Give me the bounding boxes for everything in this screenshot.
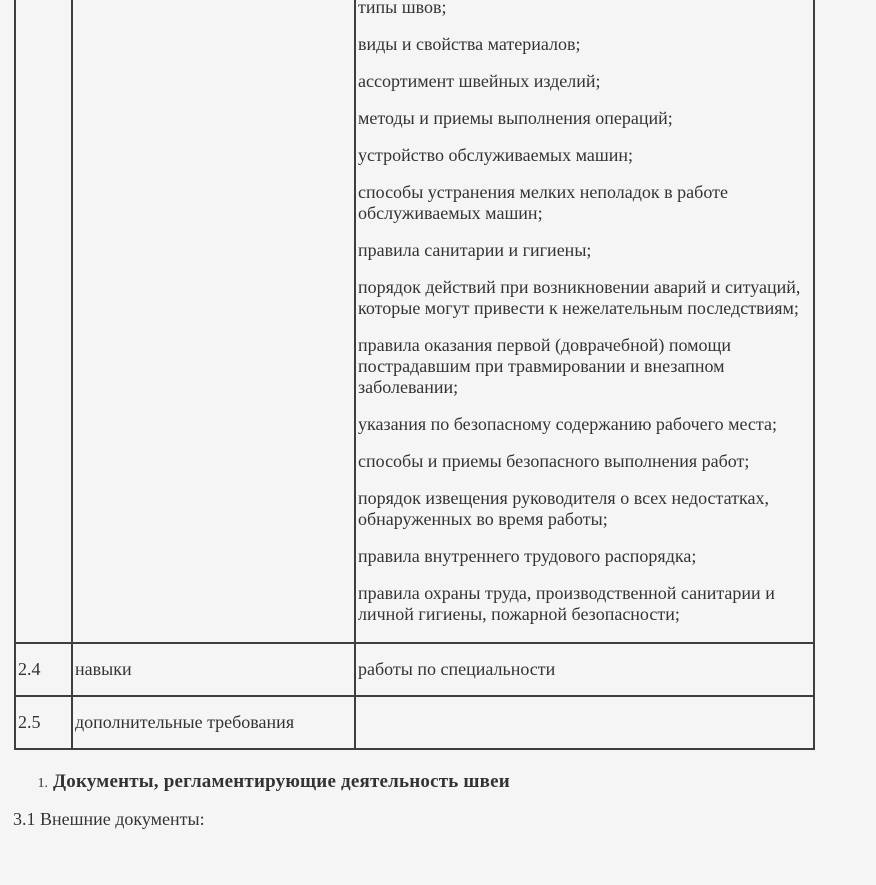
cell-row-label: навыки bbox=[72, 643, 355, 696]
table-row-additional-requirements bbox=[15, 696, 814, 749]
cell-knowledge-list bbox=[355, 0, 814, 643]
knowledge-item: порядок извещения руководителя о всех недостатках, обнаруженных во время работы; bbox=[358, 488, 769, 529]
knowledge-item: виды и свойства материалов; bbox=[358, 34, 581, 54]
knowledge-item: способы и приемы безопасного выполнения работ; bbox=[358, 451, 750, 471]
knowledge-item: устройство обслуживаемых машин; bbox=[358, 145, 634, 165]
requirements-table bbox=[14, 0, 815, 750]
cell-row-number: 2.5 bbox=[15, 696, 72, 749]
knowledge-item: правила санитарии и гигиены; bbox=[358, 240, 592, 260]
knowledge-item: указания по безопасному содержанию рабочего места; bbox=[358, 414, 777, 434]
cell-row-label: дополнительные требования bbox=[72, 696, 355, 749]
section-heading-title: Документы, регламентирующие деятельность швеи bbox=[53, 771, 510, 792]
knowledge-item: ассортимент швейных изделий; bbox=[358, 71, 601, 91]
knowledge-item: правила оказания первой (доврачебной) помощи пострадавшим при травмировании и внезапном заболевании; bbox=[358, 335, 732, 397]
knowledge-item: правила внутреннего трудового распорядка; bbox=[358, 546, 697, 566]
cell-row-label-empty bbox=[72, 0, 355, 643]
cell-row-number: 2.4 bbox=[15, 643, 72, 696]
section-heading-number: 1. bbox=[37, 776, 48, 791]
knowledge-item: порядок действий при возникновении аварий и ситуаций, которые могут привести к нежелательным последствиям; bbox=[358, 277, 801, 318]
knowledge-item: типы швов; bbox=[358, 0, 447, 17]
table-row-knowledge-continued bbox=[15, 0, 814, 643]
knowledge-item: правила охраны труда, производственной санитарии и личной гигиены, пожарной безопасности; bbox=[358, 583, 775, 624]
section-heading bbox=[13, 770, 876, 793]
cell-row-number-empty bbox=[15, 0, 72, 643]
knowledge-item: методы и приемы выполнения операций; bbox=[358, 108, 673, 128]
cell-row-value bbox=[355, 696, 814, 749]
cell-row-value: работы по специальности bbox=[355, 643, 814, 696]
table-row-skills bbox=[15, 643, 814, 696]
subsection-external-documents: 3.1 Внешние документы: bbox=[13, 809, 205, 829]
knowledge-item: способы устранения мелких неполадок в работе обслуживаемых машин; bbox=[358, 182, 728, 223]
